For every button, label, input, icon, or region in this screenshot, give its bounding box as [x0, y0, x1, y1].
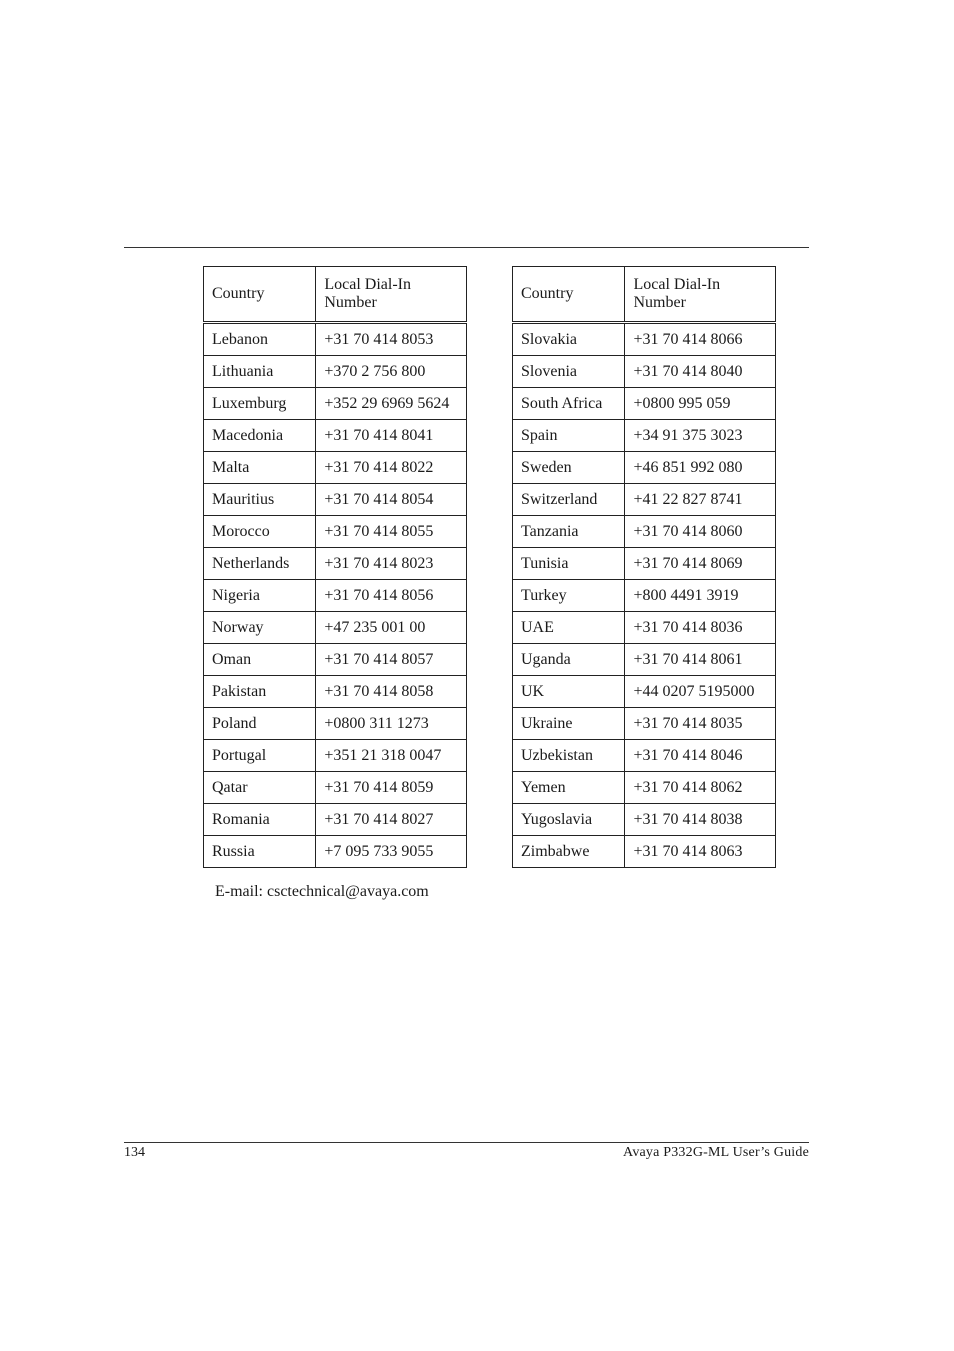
country-cell: Slovakia [513, 323, 625, 356]
table-row [204, 516, 467, 548]
country-cell: Zimbabwe [513, 836, 625, 868]
country-cell: Uzbekistan [513, 740, 625, 772]
country-column-header: Country [513, 267, 625, 323]
dial-in-number-cell: +31 70 414 8059 [316, 772, 467, 804]
country-cell: Pakistan [204, 676, 316, 708]
table-row [513, 644, 776, 676]
country-cell: Sweden [513, 452, 625, 484]
table-row [204, 580, 467, 612]
dial-in-number-cell: +31 70 414 8023 [316, 548, 467, 580]
dial-in-number-cell: +31 70 414 8055 [316, 516, 467, 548]
table-row [513, 323, 776, 356]
number-column-header: Local Dial-In Number [316, 267, 467, 323]
table-row [204, 548, 467, 580]
dial-in-number-cell: +31 70 414 8022 [316, 452, 467, 484]
country-column-header: Country [204, 267, 316, 323]
table-row [204, 644, 467, 676]
dial-in-number-cell: +7 095 733 9055 [316, 836, 467, 868]
table-row [513, 484, 776, 516]
dial-in-number-cell: +31 70 414 8063 [625, 836, 776, 868]
table-row [513, 612, 776, 644]
country-cell: Slovenia [513, 356, 625, 388]
dial-in-number-cell: +352 29 6969 5624 [316, 388, 467, 420]
table-row [204, 356, 467, 388]
table-row [513, 708, 776, 740]
country-cell: Netherlands [204, 548, 316, 580]
table-row [204, 740, 467, 772]
dial-in-number-cell: +34 91 375 3023 [625, 420, 776, 452]
table-row [204, 388, 467, 420]
dial-in-number-cell: +31 70 414 8053 [316, 323, 467, 356]
country-cell: UK [513, 676, 625, 708]
table-row [513, 516, 776, 548]
table-body [204, 323, 467, 868]
table-row [513, 388, 776, 420]
country-cell: Lithuania [204, 356, 316, 388]
table-row [513, 740, 776, 772]
dial-in-number-cell: +0800 311 1273 [316, 708, 467, 740]
country-cell: Turkey [513, 580, 625, 612]
country-cell: Luxemburg [204, 388, 316, 420]
dial-in-table-left [203, 266, 467, 868]
dial-in-number-cell: +31 70 414 8038 [625, 804, 776, 836]
number-column-header: Local Dial-In Number [625, 267, 776, 323]
country-cell: Portugal [204, 740, 316, 772]
dial-in-number-cell: +31 70 414 8054 [316, 484, 467, 516]
table-body [513, 323, 776, 868]
dial-in-number-cell: +800 4491 3919 [625, 580, 776, 612]
dial-in-number-cell: +41 22 827 8741 [625, 484, 776, 516]
page-number: 134 [124, 1145, 145, 1160]
table-row [204, 708, 467, 740]
country-cell: Ukraine [513, 708, 625, 740]
dial-in-number-cell: +31 70 414 8057 [316, 644, 467, 676]
country-cell: Tunisia [513, 548, 625, 580]
dial-in-number-cell: +46 851 992 080 [625, 452, 776, 484]
dial-in-number-cell: +0800 995 059 [625, 388, 776, 420]
country-cell: Russia [204, 836, 316, 868]
country-cell: Yemen [513, 772, 625, 804]
guide-title: Avaya P332G-ML User’s Guide [623, 1145, 809, 1160]
dial-in-number-cell: +31 70 414 8040 [625, 356, 776, 388]
dial-in-table-right [512, 266, 776, 868]
dial-in-number-cell: +31 70 414 8060 [625, 516, 776, 548]
country-cell: Macedonia [204, 420, 316, 452]
country-cell: Mauritius [204, 484, 316, 516]
dial-in-number-cell: +31 70 414 8041 [316, 420, 467, 452]
dial-in-number-cell: +44 0207 5195000 [625, 676, 776, 708]
table-row [204, 420, 467, 452]
country-cell: Uganda [513, 644, 625, 676]
table-header-row [204, 267, 467, 323]
country-cell: Poland [204, 708, 316, 740]
table-row [513, 452, 776, 484]
table-row [204, 323, 467, 356]
dial-in-number-cell: +31 70 414 8036 [625, 612, 776, 644]
country-cell: South Africa [513, 388, 625, 420]
dial-in-number-cell: +31 70 414 8027 [316, 804, 467, 836]
country-cell: Switzerland [513, 484, 625, 516]
dial-in-number-cell: +47 235 001 00 [316, 612, 467, 644]
dial-in-number-cell: +31 70 414 8066 [625, 323, 776, 356]
support-email: E-mail: csctechnical@avaya.com [215, 883, 429, 900]
dial-in-number-cell: +31 70 414 8035 [625, 708, 776, 740]
country-cell: Romania [204, 804, 316, 836]
dial-in-number-cell: +31 70 414 8058 [316, 676, 467, 708]
dial-in-number-cell: +31 70 414 8056 [316, 580, 467, 612]
dial-in-number-cell: +31 70 414 8069 [625, 548, 776, 580]
country-cell: Spain [513, 420, 625, 452]
table-row [204, 484, 467, 516]
table-row [204, 772, 467, 804]
country-cell: Qatar [204, 772, 316, 804]
table-row [204, 612, 467, 644]
dial-in-number-cell: +370 2 756 800 [316, 356, 467, 388]
footer-rule [124, 1142, 809, 1143]
table-row [513, 580, 776, 612]
country-cell: Nigeria [204, 580, 316, 612]
table-row [204, 676, 467, 708]
country-cell: Lebanon [204, 323, 316, 356]
table-row [513, 420, 776, 452]
table-row [204, 452, 467, 484]
country-cell: Norway [204, 612, 316, 644]
country-cell: Oman [204, 644, 316, 676]
country-cell: UAE [513, 612, 625, 644]
table-row [204, 836, 467, 868]
table-row [513, 676, 776, 708]
country-cell: Yugoslavia [513, 804, 625, 836]
country-cell: Tanzania [513, 516, 625, 548]
table-row [204, 804, 467, 836]
country-cell: Malta [204, 452, 316, 484]
dial-in-number-cell: +31 70 414 8061 [625, 644, 776, 676]
country-cell: Morocco [204, 516, 316, 548]
table-row [513, 836, 776, 868]
header-rule [124, 247, 809, 248]
table-row [513, 804, 776, 836]
table-row [513, 772, 776, 804]
table-header-row [513, 267, 776, 323]
table-row [513, 548, 776, 580]
dial-in-number-cell: +31 70 414 8046 [625, 740, 776, 772]
dial-in-number-cell: +351 21 318 0047 [316, 740, 467, 772]
dial-in-number-cell: +31 70 414 8062 [625, 772, 776, 804]
table-row [513, 356, 776, 388]
